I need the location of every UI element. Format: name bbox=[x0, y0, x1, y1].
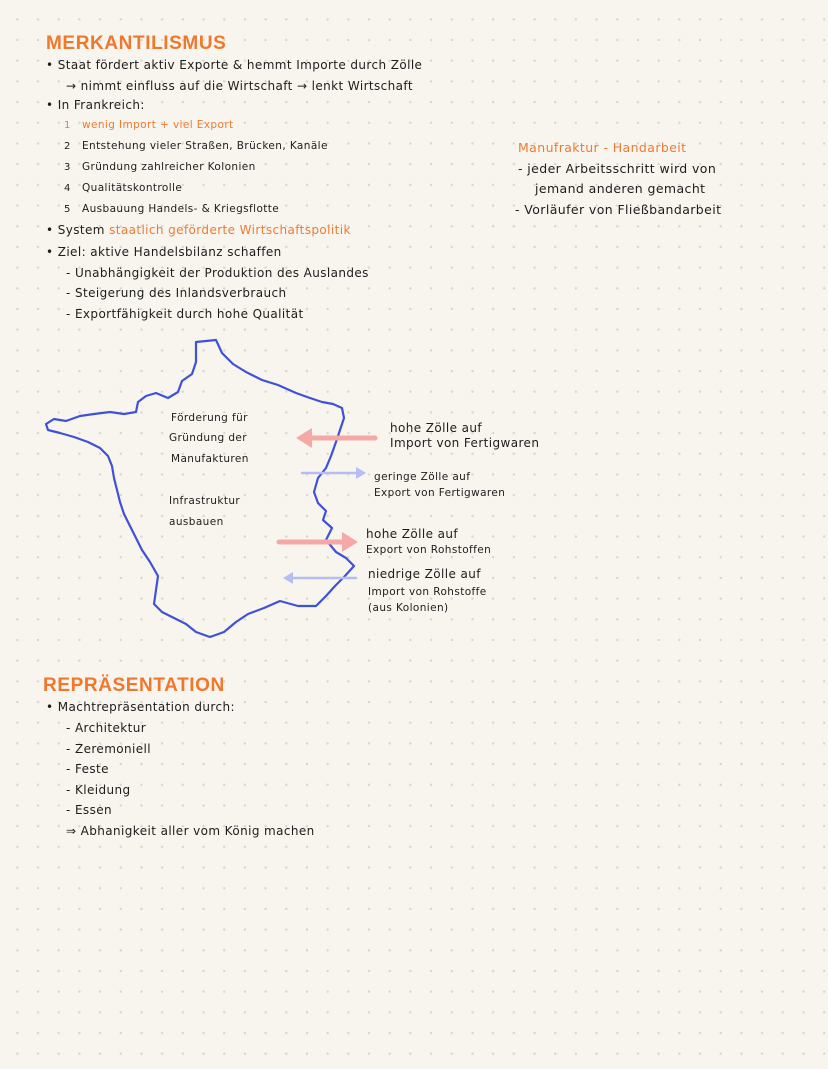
bullet-staat-sub: → nimmt einfluss auf die Wirtschaft → lenkt Wirtschaft bbox=[66, 79, 413, 93]
list-text: Gründung zahlreicher Kolonien bbox=[82, 161, 256, 173]
list-text: Ausbauung Handels- & Kriegsflotte bbox=[82, 203, 280, 215]
ziel-text: Ziel: aktive Handelsbilanz schaffen bbox=[57, 245, 282, 259]
bullet-system: • System staatlich geförderte Wirtschaftspolitik bbox=[46, 223, 351, 237]
list-num: 5 bbox=[64, 204, 71, 215]
repraesentation-title: REPRÄSENTATION bbox=[43, 675, 225, 696]
map-text-infrastruktur: Infrastruktur bbox=[169, 495, 241, 507]
repraesentation-item: - Zeremoniell bbox=[66, 742, 152, 756]
manufaktur-line: - Vorläufer von Fließbandarbeit bbox=[515, 202, 722, 217]
bullet-machtrepraesentation: • Machtrepräsentation durch: bbox=[46, 700, 235, 714]
arrow-label: niedrige Zölle auf bbox=[368, 567, 481, 581]
merkantilismus-title: MERKANTILISMUS bbox=[46, 33, 227, 54]
arrow-label: Export von Fertigwaren bbox=[374, 487, 506, 499]
system-label: System bbox=[57, 223, 105, 237]
list-num: 1 bbox=[64, 120, 71, 131]
arrow-label: hohe Zölle auf bbox=[366, 527, 458, 541]
ziel-item: - Steigerung des Inlandsverbrauch bbox=[66, 286, 287, 300]
bullet-frankreich-text: In Frankreich: bbox=[57, 98, 145, 112]
repraesentation-item: - Architektur bbox=[66, 721, 147, 735]
bullet-staat-text: Staat fördert aktiv Exporte & hemmt Importe durch Zölle bbox=[57, 58, 423, 72]
bullet-frankreich: • In Frankreich: bbox=[46, 98, 145, 112]
list-text: Qualitätskontrolle bbox=[82, 182, 183, 194]
france-outline bbox=[46, 340, 354, 637]
list-num: 3 bbox=[64, 162, 71, 173]
machtrepraesentation-text: Machtrepräsentation durch: bbox=[57, 700, 235, 714]
map-text-foerderung: Manufakturen bbox=[171, 453, 249, 465]
ziel-item: - Exportfähigkeit durch hohe Qualität bbox=[66, 307, 304, 321]
manufaktur-line: - jeder Arbeitsschritt wird von bbox=[518, 161, 717, 176]
list-num: 2 bbox=[64, 141, 71, 152]
blue-arrow-right bbox=[302, 467, 366, 479]
repraesentation-item: - Feste bbox=[66, 762, 109, 776]
blue-arrow-left bbox=[283, 572, 356, 584]
repraesentation-item: - Essen bbox=[66, 803, 113, 817]
arrow-label: geringe Zölle auf bbox=[374, 471, 471, 483]
repraesentation-item: - Kleidung bbox=[66, 783, 131, 797]
bullet-ziel: • Ziel: aktive Handelsbilanz schaffen bbox=[46, 245, 282, 259]
repraesentation-conclusion: ⇒ Abhanigkeit aller vom König machen bbox=[66, 824, 315, 838]
manufaktur-title: Manufraktur - Handarbeit bbox=[518, 140, 687, 155]
ziel-item: - Unabhängigkeit der Produktion des Auslandes bbox=[66, 266, 369, 280]
map-text-foerderung: Förderung für bbox=[171, 412, 248, 424]
map-text-infrastruktur: ausbauen bbox=[169, 516, 224, 528]
list-text: Entstehung vieler Straßen, Brücken, Kanäle bbox=[82, 140, 328, 152]
arrow-label: hohe Zölle auf bbox=[390, 421, 482, 435]
list-num: 4 bbox=[64, 183, 71, 194]
arrow-label: Export von Rohstoffen bbox=[366, 544, 492, 556]
red-arrow-right bbox=[279, 532, 358, 552]
map-text-foerderung: Gründung der bbox=[169, 432, 247, 444]
arrow-label: Import von Rohstoffe bbox=[368, 586, 487, 598]
system-highlight: staatlich geförderte Wirtschaftspolitik bbox=[109, 223, 351, 237]
list-text: wenig Import + viel Export bbox=[82, 119, 234, 131]
arrow-label: (aus Kolonien) bbox=[368, 602, 449, 614]
arrow-label: Import von Fertigwaren bbox=[390, 436, 540, 450]
bullet-staat: • Staat fördert aktiv Exporte & hemmt Importe durch Zölle bbox=[46, 58, 423, 72]
manufaktur-line: jemand anderen gemacht bbox=[535, 181, 706, 196]
